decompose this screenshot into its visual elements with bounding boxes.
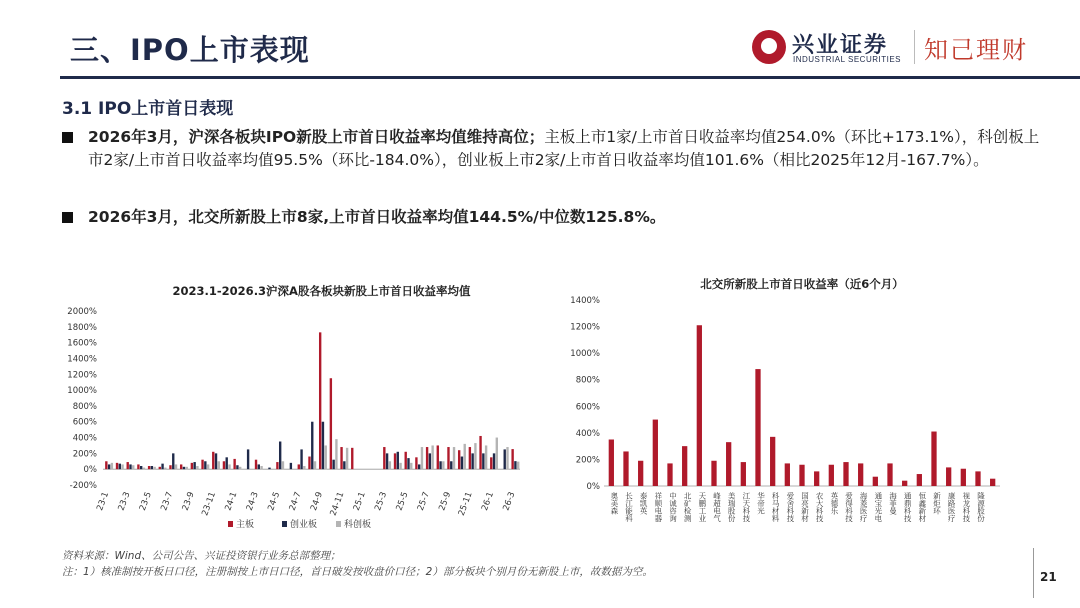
legend-label-创业板: 创业板 (290, 520, 318, 530)
y-tick-label: 200% (575, 455, 600, 466)
bar-国亮新材 (799, 465, 804, 486)
bar-主板-24-5 (276, 462, 278, 469)
x-tick-label: 英德乐 (829, 492, 839, 515)
bar-创业板-23-10 (204, 461, 206, 469)
chart-left-title: 2023.1-2026.3沪深A股各板块新股上市首日收益率均值 (172, 284, 471, 298)
bullet-square-icon (62, 212, 73, 223)
bar-创业板-23-5 (151, 466, 153, 469)
bar-创业板-25-3 (386, 453, 388, 469)
bar-科创板-23-12 (228, 464, 230, 469)
legend-label-科创板: 科创板 (344, 520, 372, 530)
y-tick-label: 800% (575, 375, 600, 386)
bar-创业板-25-4 (397, 452, 399, 469)
bar-主板-24-7 (298, 464, 300, 469)
y-tick-label: 400% (72, 433, 97, 444)
bar-康路医疗 (946, 467, 951, 486)
bar-江天科技 (741, 462, 746, 486)
y-tick-label: 1600% (67, 338, 97, 349)
bar-峰超电气 (711, 461, 716, 486)
bar-主板-24-10 (330, 378, 332, 469)
bar-创业板-24-1 (236, 465, 238, 469)
bar-科创板-25-10 (464, 444, 466, 469)
bar-科创板-24-1 (239, 467, 241, 469)
bar-科创板-24-3 (260, 466, 262, 469)
bar-科创板-26-2 (506, 447, 508, 469)
x-tick-label: 爱舍科技 (785, 492, 795, 522)
bullet-1-text (88, 126, 1048, 172)
bar-创业板-24-8 (311, 422, 313, 469)
bar-主板-26-1 (490, 457, 492, 469)
legend-label-主板: 主板 (236, 520, 255, 530)
bar-科创板-24-7 (303, 466, 305, 469)
x-tick-label: 23-1 (95, 490, 112, 513)
bar-主板-24-8 (308, 457, 310, 470)
bar-创业板-24-3 (258, 464, 260, 469)
bar-科创板-25-5 (410, 463, 412, 469)
bar-科创板-24-8 (314, 461, 316, 469)
bar-创业板-25-6 (418, 464, 420, 469)
x-tick-label: 科马材料 (771, 492, 781, 522)
bar-科马材料 (770, 437, 775, 486)
bar-主板-24-3 (255, 460, 257, 469)
bar-创业板-25-11 (471, 453, 473, 469)
bar-创业板-25-8 (439, 461, 441, 469)
bar-美瑞股份 (726, 442, 731, 486)
section-title: 3.1 IPO上市首日表现 (62, 99, 234, 119)
x-tick-label: 24-9 (309, 490, 326, 513)
bar-主板-25-5 (405, 452, 407, 469)
bullet-1-bold: 2026年3月，沪深各板块IPO新股上市首日收益率均值维持高位； (88, 128, 545, 146)
x-tick-label: 24-3 (244, 490, 261, 513)
bar-通宝光电 (873, 477, 878, 486)
y-tick-label: 1000% (67, 386, 97, 397)
x-tick-label: 奥美森 (609, 492, 619, 515)
x-tick-label: 23-7 (159, 490, 176, 513)
bar-创业板-23-2 (119, 464, 121, 470)
x-tick-label: 24-1 (223, 490, 240, 513)
bar-科创板-25-7 (431, 445, 433, 469)
x-tick-label: 25-9 (437, 490, 454, 513)
y-tick-label: 2000% (67, 307, 97, 317)
bar-主板-24-1 (233, 459, 235, 469)
bar-创业板-24-6 (290, 463, 292, 469)
bar-主板-25-11 (469, 447, 471, 469)
bar-隆源股份 (975, 471, 980, 486)
bar-创业板-24-7 (300, 449, 302, 469)
bar-英德乐 (829, 465, 834, 486)
x-tick-label: 泰凯英 (639, 492, 649, 515)
bar-科创板-24-11 (346, 448, 348, 469)
bar-视龙科技 (961, 469, 966, 486)
bar-创业板-25-7 (429, 453, 431, 469)
bar-爱舍科技 (785, 463, 790, 486)
source-line-1: 资料来源：Wind、公司公告、兴证投资银行业务总部整理； (62, 550, 341, 562)
bar-创业板-25-5 (407, 458, 409, 469)
bar-科创板-23-2 (121, 464, 123, 469)
bar-主板-23-11 (212, 452, 214, 469)
x-tick-label: 峰超电气 (712, 492, 722, 522)
bar-主板-23-3 (127, 462, 129, 469)
bar-主板-23-4 (137, 464, 139, 469)
bar-主板-26-3 (511, 449, 513, 469)
bar-主板-25-10 (458, 450, 460, 469)
bar-创业板-26-3 (514, 461, 516, 469)
bar-创业板-23-7 (172, 453, 174, 469)
y-tick-label: 600% (72, 417, 97, 428)
brand-logo (752, 28, 1042, 68)
bar-主板-23-7 (169, 465, 171, 469)
x-tick-label: 25-3 (373, 490, 390, 513)
bar-奥美森 (609, 440, 614, 487)
bar-创业板-26-2 (504, 449, 506, 469)
bar-创业板-23-8 (183, 467, 185, 469)
x-tick-label: 24-7 (287, 490, 304, 513)
bar-祥顺电器 (653, 420, 658, 486)
x-tick-label: 北矿检测 (683, 492, 693, 522)
bar-北矿检测 (682, 446, 687, 486)
bar-创业板-23-9 (193, 462, 195, 469)
bar-主板-23-8 (180, 464, 182, 469)
page-number: 21 (1040, 570, 1057, 584)
bar-主板-23-5 (148, 466, 150, 469)
chart-right-title: 北交所新股上市首日收益率（近6个月） (700, 277, 904, 291)
bar-创业板-23-12 (226, 457, 228, 469)
x-tick-label: 24-5 (266, 490, 283, 513)
bar-创业板-23-6 (161, 464, 163, 470)
bar-中诚咨询 (667, 463, 672, 486)
bar-科创板-23-7 (175, 464, 177, 469)
x-tick-label: 26-3 (501, 490, 518, 513)
bar-创业板-26-1 (493, 453, 495, 469)
bar-科创板-25-9 (453, 447, 455, 469)
x-tick-label: 国亮新材 (800, 492, 810, 522)
bullet-2-text (88, 206, 1048, 229)
y-tick-label: 0% (586, 482, 600, 492)
y-tick-label: 0% (83, 465, 97, 476)
y-tick-label: -200% (69, 481, 97, 491)
x-tick-label: 长江能科 (624, 492, 634, 522)
x-tick-label: 视龙科技 (961, 492, 971, 522)
bar-科创板-25-8 (442, 461, 444, 469)
bar-主板-25-9 (447, 447, 449, 469)
x-tick-label: 天鹏工业 (697, 492, 707, 522)
y-tick-label: 1400% (67, 354, 97, 365)
x-tick-label: 26-1 (480, 490, 497, 513)
bar-科创板-23-1 (111, 463, 113, 469)
legend-swatch-主板 (228, 521, 233, 527)
bar-科创板-23-6 (164, 468, 166, 470)
bar-创业板-24-10 (332, 460, 334, 469)
bar-创业板-23-1 (108, 464, 110, 469)
bullet-square-icon (62, 132, 73, 143)
bar-主板-25-4 (394, 453, 396, 469)
bar-创业板-25-12 (482, 453, 484, 469)
bar-华帝光 (755, 369, 760, 486)
x-tick-label: 通鼎科技 (903, 492, 913, 522)
x-tick-label: 隆源股份 (976, 492, 986, 522)
bar-科创板-23-4 (143, 468, 145, 470)
bar-主板-23-6 (159, 467, 161, 469)
bar-主板-24-12 (351, 448, 353, 469)
bar-科创板-25-12 (485, 445, 487, 469)
x-tick-label: 23-3 (116, 490, 133, 513)
bar-恒鑫新材 (917, 474, 922, 486)
bar-科创板-25-11 (474, 443, 476, 469)
bar-创业板-24-5 (279, 442, 281, 470)
y-tick-label: 800% (72, 401, 97, 412)
x-tick-label: 康路医疗 (947, 492, 957, 522)
bar-创业板-25-9 (450, 461, 452, 469)
bar-创业板-25-10 (461, 457, 463, 470)
logo-en-text: INDUSTRIAL SECURITIES (793, 55, 901, 64)
source-note (62, 548, 653, 580)
bar-主板-23-1 (105, 461, 107, 469)
bar-主板-25-12 (479, 436, 481, 469)
bar-科创板-24-9 (325, 445, 327, 469)
bar-科创板-26-3 (517, 462, 519, 470)
bar-科创板-23-11 (218, 461, 220, 469)
x-tick-label: 爱得科技 (844, 492, 854, 522)
bar-创业板-24-11 (343, 461, 345, 469)
bar-extra-26 (990, 479, 995, 486)
x-tick-label: 25-7 (415, 490, 432, 513)
x-tick-label: 23-9 (180, 490, 197, 513)
x-tick-label: 新炬环 (932, 492, 942, 515)
bar-创业板-23-11 (215, 453, 217, 469)
bar-创业板-23-3 (129, 464, 131, 469)
bar-科创板-26-1 (496, 438, 498, 470)
logo-separator (914, 30, 915, 64)
bar-科创板-23-5 (153, 467, 155, 469)
x-tick-label: 25-5 (394, 490, 411, 513)
title-divider (60, 76, 1080, 79)
y-tick-label: 1200% (67, 370, 97, 381)
bar-海菱医疗 (858, 463, 863, 486)
x-tick-label: 25-11 (456, 490, 475, 518)
bar-新炬环 (931, 432, 936, 486)
bar-主板-25-7 (426, 447, 428, 469)
x-tick-label: 25-1 (351, 490, 368, 513)
bar-创业板-24-4 (268, 468, 270, 470)
y-tick-label: 400% (575, 428, 600, 439)
bar-天鹏工业 (697, 325, 702, 486)
bullet-2-bold: 2026年3月，北交所新股上市8家,上市首日收益率均值144.5%/中位数125.8%。 (88, 208, 666, 226)
bar-主板-23-12 (223, 461, 225, 469)
x-tick-label: 23-5 (137, 490, 154, 513)
x-tick-label: 美瑞股份 (727, 492, 737, 522)
x-tick-label: 农大科技 (815, 492, 825, 522)
x-tick-label: 恒鑫新材 (917, 492, 927, 522)
x-tick-label: 中诚咨询 (668, 492, 678, 522)
logo-cn-text: 兴业证券 (792, 33, 889, 58)
bar-主板-24-9 (319, 332, 321, 469)
logo-sub-text: 知己理财 (924, 36, 1028, 64)
y-tick-label: 1400% (570, 296, 600, 306)
x-tick-label: 通宝光电 (873, 492, 883, 522)
bar-主板-23-10 (201, 460, 203, 469)
x-tick-label: 24-11 (328, 490, 347, 518)
x-tick-label: 华帝光 (756, 492, 766, 515)
x-tick-label: 23-11 (200, 490, 219, 518)
bar-科创板-24-5 (282, 461, 284, 469)
bar-长江能科 (623, 451, 628, 486)
bar-科创板-24-10 (335, 439, 337, 469)
y-tick-label: 1000% (570, 349, 600, 360)
chart-right (560, 268, 1010, 538)
bar-农大科技 (814, 471, 819, 486)
bar-科创板-23-8 (186, 467, 188, 469)
bar-主板-23-9 (191, 463, 193, 469)
bar-创业板-24-9 (322, 422, 324, 469)
bar-科创板-25-3 (389, 461, 391, 469)
bar-通鼎科技 (902, 481, 907, 486)
bar-创业板-24-2 (247, 449, 249, 469)
bar-主板-24-11 (340, 447, 342, 469)
bar-科创板-23-10 (207, 464, 209, 469)
bar-泰凯英 (638, 461, 643, 486)
y-tick-label: 600% (575, 402, 600, 413)
logo-icon (752, 30, 786, 64)
page-title: 三、IPO上市表现 (70, 33, 310, 67)
y-tick-label: 1200% (570, 322, 600, 333)
source-line-2: 注：1）核准制按开板日口径，注册制按上市日口径，首日破发按收盘价口径；2）部分板块个别月份无新股上市，故数据为空。 (62, 566, 653, 578)
bar-主板-25-8 (437, 445, 439, 469)
bar-主板-23-2 (116, 463, 118, 469)
bar-海菲曼 (887, 463, 892, 486)
bar-科创板-25-4 (399, 463, 401, 469)
x-tick-label: 海菱医疗 (859, 492, 869, 522)
bar-主板-25-3 (383, 447, 385, 469)
legend-swatch-创业板 (282, 521, 287, 527)
bar-科创板-25-6 (421, 447, 423, 469)
footer-divider (1033, 548, 1034, 598)
bar-主板-25-6 (415, 457, 417, 469)
y-tick-label: 200% (72, 449, 97, 460)
bar-爱得科技 (843, 462, 848, 486)
x-tick-label: 江天科技 (741, 492, 751, 522)
bar-科创板-23-9 (196, 466, 198, 469)
chart-left (58, 275, 528, 545)
bar-科创板-23-3 (132, 465, 134, 469)
bullet-1-rest: 主板上市1家/上市首日收益率均值254.0%（环比+173.1%），科创板上市2家/上市首日收益率均值95.5%（环比-184.0%），创业板上市2家/上市首日收益率均值101.6%（相比2025年12月-167.7%）。 (88, 128, 1040, 169)
legend-swatch-科创板 (336, 521, 341, 527)
bar-创业板-23-4 (140, 466, 142, 469)
y-tick-label: 1800% (67, 322, 97, 333)
x-tick-label: 祥顺电器 (653, 492, 663, 522)
x-tick-label: 海菲曼 (888, 492, 898, 515)
